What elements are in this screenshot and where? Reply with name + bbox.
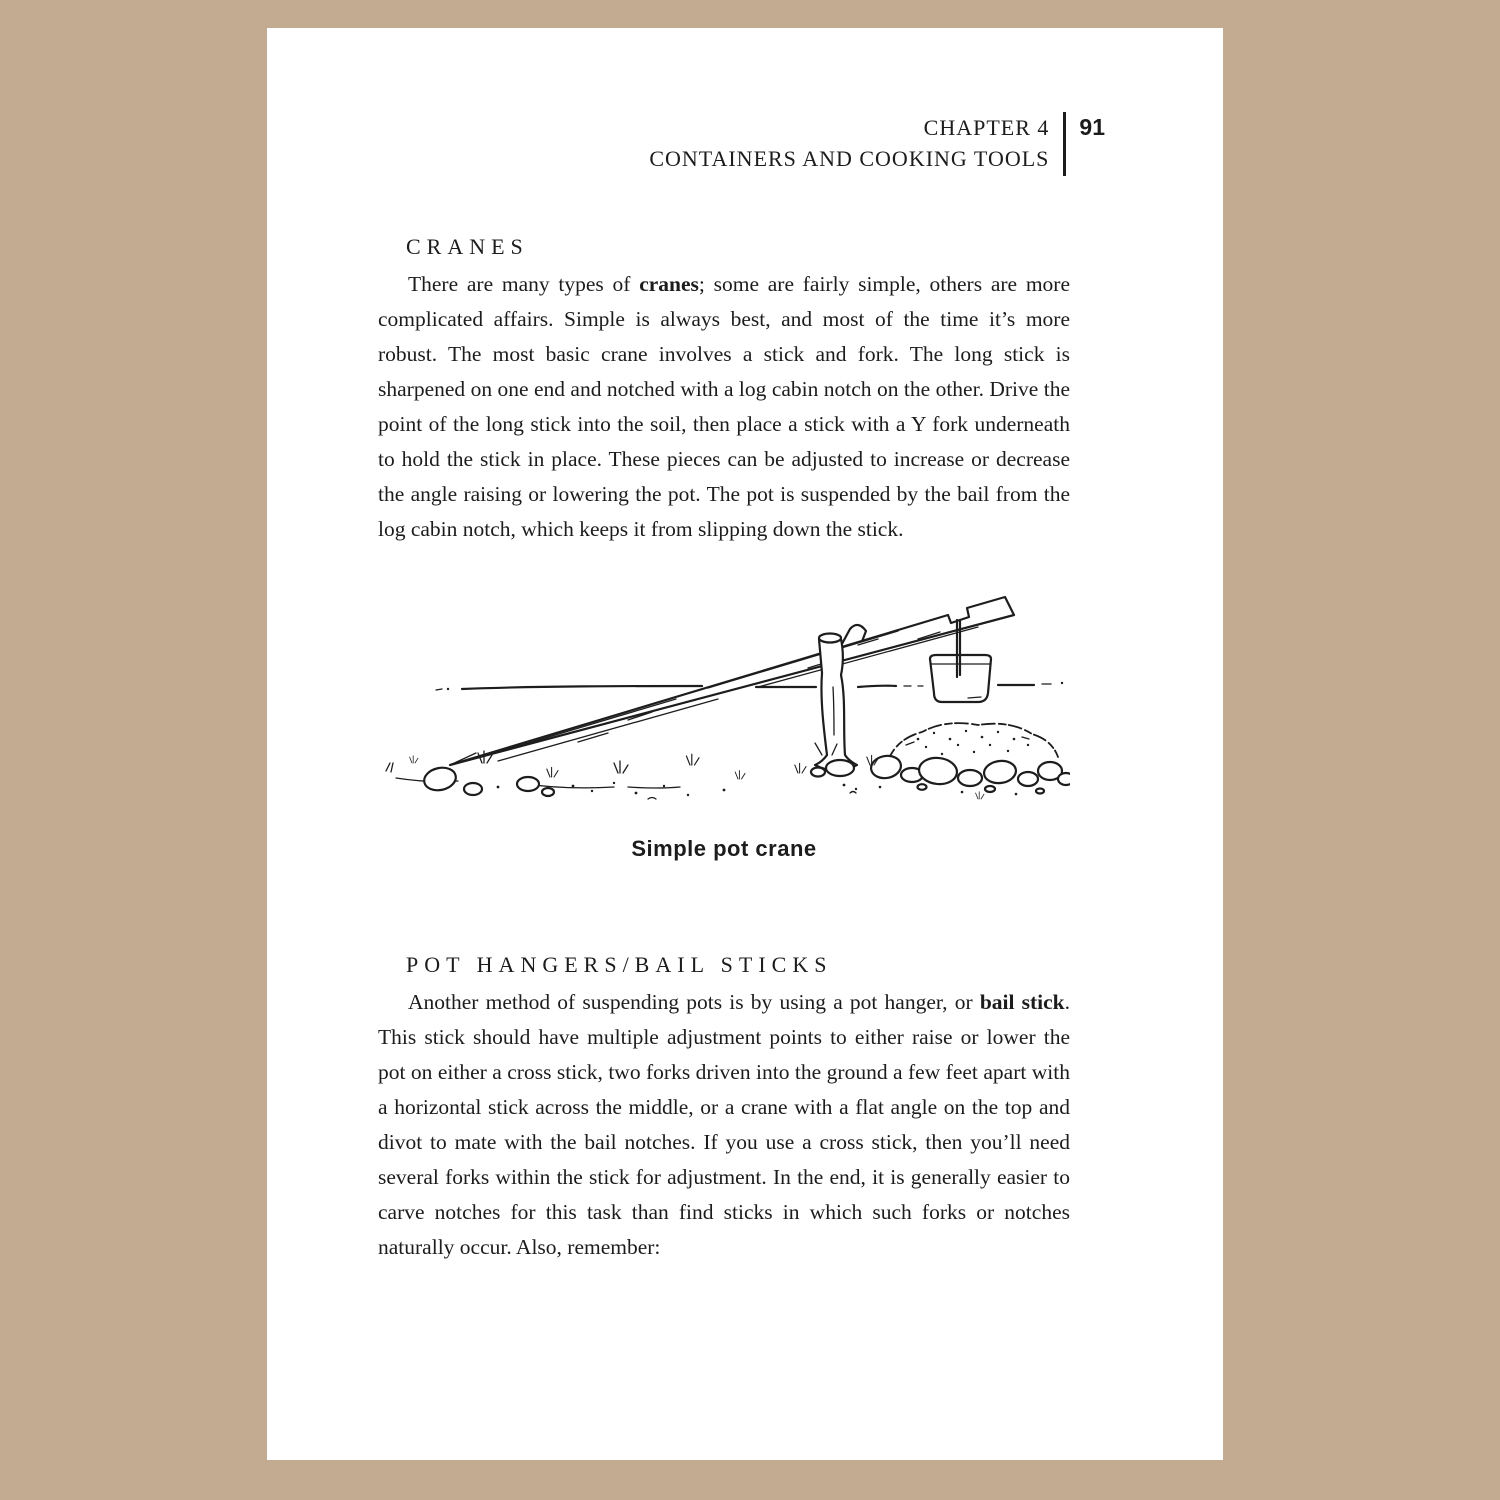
chapter-label: CHAPTER 4 — [923, 115, 1050, 140]
section-heading-pot-hangers: POT HANGERS/BAIL STICKS — [406, 952, 833, 977]
figure-pot-crane — [378, 587, 1070, 863]
text-column — [378, 28, 1070, 1265]
paragraph-cranes: There are many types of cranes; some are fairly simple, others are more complicated affairs. Simple is always best, and most of the time it’s more robust. The most basic crane involves a stick and fork. The long stick is sharpened on one end and notched with a log cabin notch on the other. Drive the point of the long stick into the soil, then place a stick with a Y fork underneath to hold the stick in place. These pieces can be adjusted to increase or decrease the angle raising or lowering the pot. The pot is suspended by the bail from the log cabin notch, which keeps it from slipping down the stick. — [378, 272, 1070, 541]
fire-ring-rocks — [867, 723, 1070, 799]
page-number: 91 — [1079, 114, 1105, 140]
section-heading-cranes: CRANES — [406, 234, 529, 259]
long-stick — [450, 597, 1014, 765]
figure-caption: Simple pot crane — [631, 836, 817, 861]
book-page — [267, 28, 1223, 1460]
pot-crane-illustration — [378, 587, 1070, 819]
ground-detail — [386, 751, 806, 799]
chapter-title: CONTAINERS AND COOKING TOOLS — [649, 146, 1050, 171]
paragraph-pot-hangers: Another method of suspending pots is by using a pot hanger, or bail stick. This stick should have multiple adjustment points to either raise or lower the pot on either a cross stick, two forks driven into the ground a few feet apart with a horizontal stick across the middle, or a crane with a flat angle on the top and divot to mate with the bail notches. If you use a cross stick, then you’ll need several forks within the stick for adjustment. In the end, it is generally easier to carve notches for this task than find sticks in which such forks or notches naturally occur. Also, remember: — [378, 990, 1071, 1259]
